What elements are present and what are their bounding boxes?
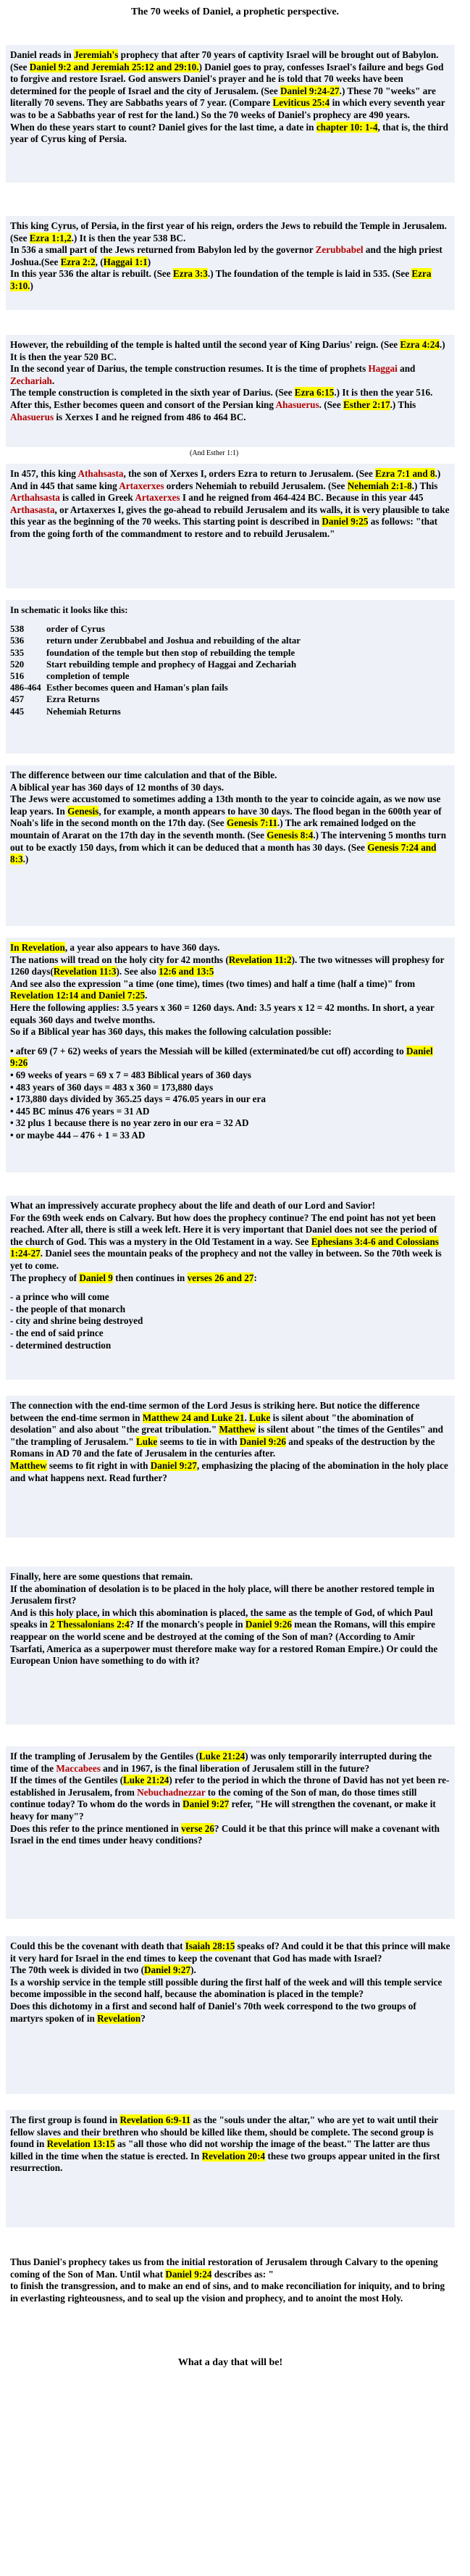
scripture-link[interactable]: Ezra 2:2 [60, 256, 96, 267]
closing-line: What a day that will be! [177, 2357, 283, 2368]
scripture-link[interactable]: Daniel 9:25 [322, 516, 369, 528]
scripture-link[interactable]: Daniel 9:2 and Jeremiah 25:12 and 29:10. [29, 61, 199, 72]
scripture-link[interactable]: Revelation 6:9-11 [119, 2114, 191, 2125]
scripture-link[interactable]: Esther 2:17 [343, 399, 390, 410]
scripture-link[interactable]: Genesis [67, 805, 99, 817]
paragraph: In 536 a small part of the Jews returned from Babylon led by the governor Zerubbabel and the high priest Joshua.(See Ezra 2:2, (Haggai 1:1) [10, 244, 442, 267]
scripture-link[interactable]: 2 Thessalonians 2:4 [49, 1619, 130, 1630]
calvary-block [6, 1196, 455, 1380]
scripture-link[interactable]: Daniel 9:27 [144, 1964, 191, 1976]
list-item: - the end of said prince [10, 1327, 104, 1338]
schematic-row [10, 659, 450, 670]
paragraph: In the second year of Darius, the temple construction resumes. It is the time of prophets Haggai and Zechariah. [10, 363, 416, 386]
schematic-event: foundation of the temple but then stop of rebuilding the temple [46, 647, 295, 658]
scripture-link[interactable]: Daniel 9:26 [239, 1435, 286, 1447]
paragraph: The 70th week is divided in two (Daniel 9:27). [10, 1964, 196, 1976]
paragraph: For the 69th week ends on Calvary. But how does the prophecy continue? The end point has not yet been reached. After all, there is still a week left. Here it is very important that Daniel does not see the period of the church of God. This was a mystery in the Old Testament in a way. See Ephesians 3:4-6 and Colossians 1:24-27. Daniel sees the mountain peaks of the prophecy and not the valley in between. So the 70th week is yet to come. [10, 1212, 442, 1271]
schematic-block [6, 600, 455, 754]
scripture-link[interactable]: Genesis 7:11 [226, 817, 277, 829]
schematic-row [10, 670, 450, 682]
scripture-link[interactable]: Nehemiah 2:1-8 [347, 480, 412, 491]
paragraph: Does this refer to the prince mentioned in verse 26? Could it be that this prince will make a covenant with Israel in the end times under heavy conditions? [10, 1822, 440, 1846]
questions-block [6, 1567, 455, 1725]
schematic-year: 536 [10, 635, 25, 646]
paragraph: If the abomination of desolation is to be placed in the holy place, will there be another restored temple in Jerusalem first? [10, 1583, 435, 1606]
revelation-block [6, 938, 455, 1172]
schematic-event: completion of temple [46, 671, 130, 682]
schematic-row [10, 623, 450, 635]
calc-line: • 173,880 days divided by 365.25 days = 476.05 years in our era [10, 1093, 266, 1105]
name-link[interactable]: Arthahsasta [10, 492, 60, 504]
paragraph: In 457, this king Athahsasta, the son of Xerxes I, orders Ezra to return to Jerusalem. (See Ezra 7:1 and 8.) And in 445 that same king Artaxerxes orders Nehemiah to rebuild Jerusalem. (See Nehemiah 2:1-8.) This Arthahsasta is called in Greek Artaxerxes I and he reigned from 464-424 BC. Because in this year 445 Arthasasta, or Artaxerxes I, gives the go-ahead to rebuild Jerusalem and its walls, it is very plausible to take this year as the beginning of the 70 weeks. This starting point is described in Daniel 9:25 as follows: "that from the going forth of the commandment to restore and to rebuild Jerusalem." [10, 468, 450, 539]
scripture-link[interactable]: Leviticus 25:4 [272, 97, 330, 109]
name-link[interactable]: Zechariah [10, 375, 52, 386]
scripture-link[interactable]: Revelation 11:3 [53, 966, 117, 978]
paragraph: And see also the expression "a time (one time), times (two times) and half a time (half a time)" from Revelation 12:14 and Daniel 7:25. [10, 978, 416, 1001]
scripture-link[interactable]: Haggai 1:1 [103, 256, 148, 267]
calc-line: • 69 weeks of years = 69 x 7 = 483 Biblical years of 360 days [10, 1069, 251, 1080]
scripture-link[interactable]: Ezra 3:10. [10, 268, 432, 291]
paragraph: Here the following applies: 3.5 years x 360 = 1260 days. And: 3.5 years x 12 = 42 months. In short, a year equals 360 days and twelve months. [10, 1001, 435, 1025]
scripture-link[interactable]: 12:6 and 13:5 [159, 966, 214, 978]
scripture-link[interactable]: Genesis 8:4 [267, 829, 314, 841]
calc-line: • 483 years of 360 days = 483 x 360 = 173,880 days [10, 1081, 214, 1093]
name-link[interactable]: Zerubbabel [315, 244, 364, 256]
schematic-event: Nehemiah Returns [46, 706, 121, 717]
scripture-link[interactable]: Revelation 13:15 [46, 2138, 115, 2150]
name-link[interactable]: Artaxerxes [119, 480, 164, 491]
name-link[interactable]: Haggai [368, 363, 398, 375]
scripture-link[interactable]: Luke [135, 1435, 158, 1447]
page-title: The 70 weeks of Daniel, a prophetic perspective. [130, 7, 340, 17]
martyrs-block [6, 2110, 455, 2227]
scripture-link[interactable]: Ezra 7:1 and 8 [375, 468, 435, 479]
schematic-row [10, 635, 450, 646]
paragraph: The connection with the end-time sermon of the Lord Jesus is striking here. But notice the difference between the end-time sermon in Matthew 24 and Luke 21. Luke is silent about "the abomination of desolation" and also about "the great tribulation." Matthew is silent about "the times of the Gentiles" and "the trampling of Jerusalem." Luke seems to tie in with Daniel 9:26 and speaks of the destruction by the Romans in AD 70 and the fate of Jerusalem in the centuries after. [10, 1400, 443, 1459]
scripture-link[interactable]: In Revelation [10, 942, 65, 953]
paragraph: Is a worship service in the temple still possible during the first half of the week and will this temple service become impossible in the second half, because the abomination is placed in the temple? [10, 1976, 442, 2000]
paragraph: If the trampling of Jerusalem by the Gentiles (Luke 21:24) was only temporarily interrupted during the time of the Maccabees and in 1967, is the final liberation of Jerusalem still in the future? [10, 1751, 432, 1774]
end-time-sermon-block [6, 1396, 455, 1538]
paragraph: The Jews were accustomed to sometimes adding a 13th month to the year to coincide again, as we now use leap years. In Genesis, for example, a month appears to have 30 days. The flood began in the 600th year of Noah's life in the second month on the 17th day. (See Genesis 7:11.) The ark remained lodged on the mountain of Ararat on the 17th day in the seventh month. (See Genesis 8:4.) The intervening 5 months turn out to be exactly 150 days, from which it can be deduced that a month has 30 days. (See Genesis 7:24 and 8:3.) [10, 793, 447, 865]
schematic-year: 538 [10, 624, 25, 635]
paragraph: What an impressively accurate prophecy about the life and death of our Lord and Savior! [10, 1200, 376, 1211]
name-link[interactable]: Ahasuerus [275, 399, 319, 410]
scripture-link[interactable]: Daniel 9:26 [245, 1619, 292, 1630]
calendar-block [6, 765, 455, 926]
paragraph: The temple construction is completed in the sixth year of Darius. (See Ezra 6:15.) It is then the year 516. After this, Esther becomes queen and consort of the Persian king Ahasuerus. (See Esther 2:17.) This Ahasuerus is Xerxes I and he reigned from 486 to 464 BC. [10, 387, 433, 422]
calc-line: • or maybe 444 – 476 + 1 = 33 AD [10, 1129, 146, 1141]
scripture-link[interactable]: Daniel 9:27 [182, 1798, 230, 1810]
schematic-heading: In schematic it looks like this: [10, 605, 128, 615]
schematic-year: 535 [10, 647, 25, 658]
list-item: - the people of that monarch [10, 1303, 126, 1314]
scripture-link[interactable]: Daniel 9:24 [165, 2268, 212, 2280]
intro-block [6, 45, 455, 183]
darius-block [6, 335, 455, 447]
scripture-link[interactable]: Ephesians 3:4-6 and Colossians 1:24-27 [10, 1235, 439, 1259]
paragraph: And is this holy place, in which this abomination is placed, the same as the temple of God, of which Paul speaks in 2 Thessalonians 2:4? If the monarch's people in Daniel 9:26 mean the Romans, will this empire reappear on the world scene and be destroyed at the coming of the Son of man? (According to Amir Tsarfati, America as a superpower must therefore make way for a restored Roman Empire.) Or could the European Union have something to do with it? [10, 1606, 438, 1667]
paragraph: In this year 536 the altar is rebuilt. (See Ezra 3:3.) The foundation of the temple is laid in 535. (See Ezra 3:10.) [10, 268, 432, 291]
name-link[interactable]: Arthasasta [10, 504, 55, 515]
calc-line: • 445 BC minus 476 years = 31 AD [10, 1105, 150, 1117]
schematic-year: 486-464 [10, 683, 41, 693]
schematic-year: 457 [10, 694, 25, 705]
paragraph: If the times of the Gentiles (Luke 21:24) refer to the period in which the throne of David has not yet been re-established in Jerusalem, from Nebuchadnezzar to the coming of the Son of man, do those times still continue today? To whom do the words in Daniel 9:27 refer, "He will strengthen the covenant, or make it heavy for many"? [10, 1775, 450, 1822]
scripture-link[interactable]: Daniel 9:24-27 [280, 85, 340, 96]
schematic-row [10, 706, 450, 717]
quotation: to finish the transgression, and to make an end of sins, and to make reconciliation for iniquity, and to bring in everlasting righteousness, and to seal up the vision and prophecy, and to anoint the most Holy. [10, 2280, 445, 2304]
paragraph: The first group is found in Revelation 6:9-11 as the "souls under the altar," who are yet to wait until their fellow slaves and their brethren who should be killed like them, should be complete. The second group is found in Revelation 13:15 as "all those who did not worship the image of the beast." The latter are thus killed in the time when the statue is erected. In Revelation 20:4 these two groups appear united in the first resurrection. [10, 2114, 440, 2174]
schematic-year: 516 [10, 671, 25, 682]
paragraph: Thus Daniel's prophecy takes us from the initial restoration of Jerusalem through Calvary to the opening coming of the Son of Man. Until what Daniel 9:24 describes as: " [10, 2256, 438, 2280]
scripture-link[interactable]: Revelation [97, 2012, 141, 2024]
gentiles-block [6, 1746, 455, 1919]
scripture-link[interactable]: Ezra 1:1,2 [29, 232, 72, 243]
scripture-link[interactable]: Daniel 9:27 [150, 1459, 197, 1471]
scripture-link[interactable]: Daniel 9 [79, 1272, 113, 1283]
paragraph: This king Cyrus, of Persia, in the first year of his reign, orders the Jews to rebuild the Temple in Jerusalem. (See Ezra 1:1,2.) It is then the year 538 BC. [10, 220, 447, 243]
scripture-link[interactable]: Matthew [10, 1459, 47, 1471]
calc-line: • 32 plus 1 because there is no year zero in our era = 32 AD [10, 1117, 249, 1129]
paragraph: The prophecy of Daniel 9 then continues in verses 26 and 27: [10, 1272, 257, 1283]
paragraph: Could this be the covenant with death that Isaiah 28:15 speaks of? And could it be that this prince will make it very hard for Israel in the end times to keep the covenant that God has made with Israel? [10, 1941, 450, 1964]
scripture-link[interactable]: chapter 10: 1-4 [316, 121, 378, 133]
name-link[interactable]: Athahsasta [77, 468, 124, 479]
scripture-link[interactable]: Revelation 12:14 and Daniel 7:25 [10, 990, 146, 1001]
list-item: - a prince who will come [10, 1291, 109, 1303]
paragraph: Daniel reads in Jeremiah's prophecy that after 70 years of captivity Israel will be brought out of Babylon. (See Daniel 9:2 and Jeremiah 25:12 and 29:10.) Daniel goes to pray, confesses Israel's failure and begs God to forgive and restore Israel. God answers Daniel's prayer and he is told that 70 weeks have been determined for the people of Israel and the city of Jerusalem. (See Daniel 9:24-27.) These 70 "weeks" are literally 70 sevens. They are Sabbaths years of 7 year. (Compare Leviticus 25:4 in which every seventh year was to be a Sabbaths year of rest for the land.) So the 70 weeks of Daniel's prophecy are 490 years. [10, 49, 445, 120]
schematic-row [10, 693, 450, 705]
paragraph: When do these years start to count? Daniel gives for the last time, a date in chapter 10: 1-4, that is, the third year of Cyrus king of Persia. [10, 121, 448, 145]
calc-line: • after 69 (7 + 62) weeks of years the Messiah will be killed (exterminated/be cut off) according to Daniel 9:26 [10, 1045, 433, 1069]
scripture-link[interactable]: Luke 21:24 [198, 1751, 246, 1762]
scripture-link[interactable]: verse 26 [181, 1822, 214, 1834]
paragraph: A biblical year has 360 days of 12 months of 30 days. [10, 781, 224, 793]
schematic-row [10, 682, 450, 693]
paragraph: The difference between our time calculation and that of the Bible. [10, 770, 277, 780]
paragraph: Does this dichotomy in a first and second half of Daniel's 70th week correspond to the two groups of martyrs spoken of in Revelation? [10, 2000, 416, 2024]
schematic-event: Esther becomes queen and Haman's plan fails [46, 683, 228, 693]
conclusion-block [6, 2252, 455, 2336]
name-link[interactable]: Ahasuerus [10, 411, 54, 422]
esther-note: (And Esther 1:1) [190, 449, 239, 457]
schematic-year: 520 [10, 659, 25, 670]
schematic-year: 445 [10, 706, 25, 717]
scripture-link[interactable]: Ezra 6:15 [294, 387, 335, 399]
scripture-link[interactable]: Matthew [219, 1424, 256, 1435]
paragraph: Matthew seems to fit right in with Daniel 9:27, emphasizing the placing of the abomination in the holy place and what happens next. Read further? [10, 1459, 448, 1483]
scripture-link[interactable]: Jeremiah's [74, 49, 119, 60]
covenant-block [6, 1936, 455, 2094]
cyrus-block [6, 216, 455, 310]
scripture-link[interactable]: Ezra 4:24 [400, 339, 440, 350]
scripture-link[interactable]: Revelation 20:4 [201, 2150, 266, 2162]
name-link[interactable]: Nebuchadnezzar [137, 1786, 206, 1798]
schematic-event: Start rebuilding temple and prophecy of Haggai and Zechariah [46, 659, 297, 670]
name-link[interactable]: Maccabees [56, 1762, 101, 1774]
list-item: - determined destruction [10, 1339, 112, 1351]
schematic-event: return under Zerubbabel and Joshua and rebuilding of the altar [46, 635, 301, 646]
scripture-link[interactable]: Genesis 7:24 and 8:3 [10, 841, 437, 865]
scripture-link[interactable]: Luke 21:24 [123, 1775, 169, 1786]
name-link[interactable]: Artaxerxes [135, 492, 180, 504]
paragraph: The nations will tread on the holy city for 42 months (Revelation 11:2). The two witnesses will prophesy for 1260 days(Revelation 11:3). See also 12:6 and 13:5 [10, 954, 445, 978]
scripture-link[interactable]: Matthew 24 and Luke 21 [142, 1412, 245, 1423]
schematic-table [10, 623, 450, 717]
scripture-link[interactable]: Ezra 3:3 [172, 268, 208, 280]
list-item: - city and shrine being destroyed [10, 1315, 143, 1327]
artaxerxes-block [6, 464, 455, 588]
paragraph: However, the rebuilding of the temple is halted until the second year of King Darius' reign. (See Ezra 4:24.) It is then the year 520 BC. [10, 339, 445, 362]
paragraph: In Revelation, a year also appears to have 360 days. [10, 942, 220, 953]
paragraph: So if a Biblical year has 360 days, this makes the following calculation possible: [10, 1026, 332, 1038]
schematic-event: order of Cyrus [46, 624, 105, 635]
paragraph: Finally, here are some questions that remain. [10, 1571, 193, 1582]
scripture-link[interactable]: Luke [249, 1412, 271, 1423]
scripture-link[interactable]: verses 26 and 27 [187, 1272, 254, 1283]
scripture-link[interactable]: Daniel 9:26 [10, 1045, 433, 1069]
schematic-event: Ezra Returns [46, 694, 100, 705]
schematic-row [10, 647, 450, 659]
scripture-link[interactable]: Revelation 11:2 [228, 954, 292, 965]
scripture-link[interactable]: Isaiah 28:15 [185, 1941, 235, 1951]
